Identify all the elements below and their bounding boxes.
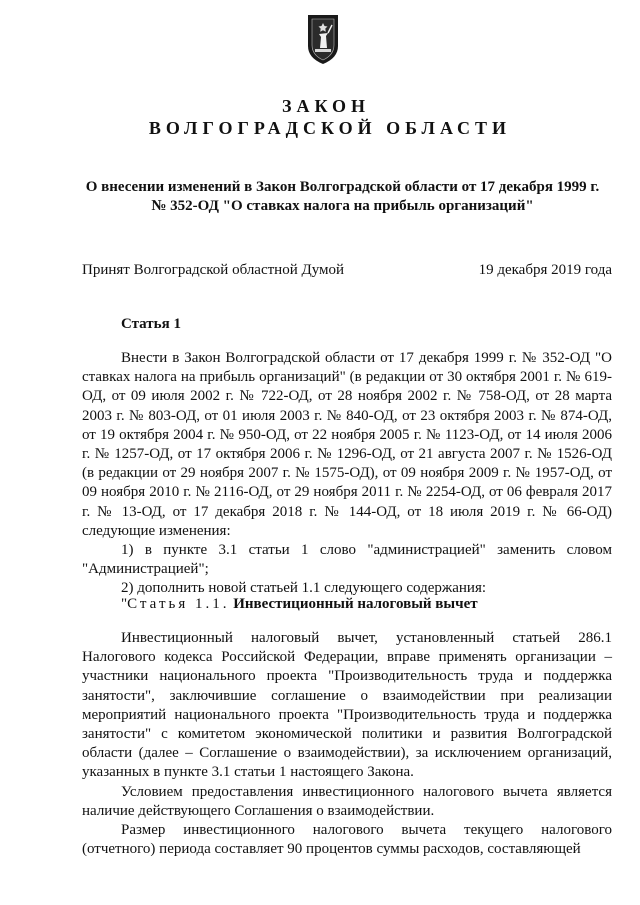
new-article-paragraph-1: Инвестиционный налоговый вычет, установленный статьей 286.1 Налогового кодекса Российской Федерации, вправе применять организации – участники национального проекта "Производительность труда и поддержка занятости", заключившие соглашение о взаимодействии при реализации мероприятий национального проекта "Производительность труда и поддержка занятости" с комитетом экономической политики и развития Волгоградской области (далее – Соглашение о взаимодействии), за исключением организаций, указанных в пункте 3.1 статьи 1 настоящего Закона. bbox=[82, 630, 612, 781]
law-subject-line2: № 352-ОД "О ставках налога на прибыль организаций" bbox=[151, 198, 534, 214]
volgograd-coat-of-arms-icon bbox=[305, 12, 341, 66]
law-subject bbox=[70, 178, 615, 216]
article-1-intro: Внести в Закон Волгоградской области от 17 декабря 1999 г. № 352-ОД "О ставках налога на прибыль организаций" (в редакции от 30 октября 2001 г. № 619-ОД, от 09 июля 2002 г. № 722-ОД, от 28 ноября 2002 г. № 758-ОД, от 28 марта 2003 г. № 803-ОД, от 01 июля 2003 г. № 840-ОД, от 23 октября 2003 г. № 874-ОД, от 19 октября 2004 г. № 950-ОД, от 22 ноября 2005 г. № 1123-ОД, от 14 июля 2006 г. № 1257-ОД, от 17 октября 2006 г. № 1296-ОД, от 21 августа 2007 г. № 1526-ОД (в редакции от 29 ноября 2007 г. № 1575-ОД), от 09 ноября 2009 г. № 1957-ОД, от 09 ноября 2010 г. № 2116-ОД, от 29 ноября 2011 г. № 2254-ОД, от 06 февраля 2017 г. № 13-ОД, от 17 декабря 2018 г. № 144-ОД, от 18 июля 2019 г. № 66-ОД) следующие изменения: bbox=[82, 350, 612, 539]
new-article-label: Статья 1.1. bbox=[127, 596, 230, 612]
new-article-body bbox=[82, 629, 612, 859]
amendment-item-1: 1) в пункте 3.1 статьи 1 слово "администрацией" заменить словом "Администрацией"; bbox=[82, 542, 612, 578]
document-type-title: ЗАКОН bbox=[281, 96, 371, 116]
new-article-quote: " bbox=[121, 596, 128, 612]
new-article-title: Инвестиционный налоговый вычет bbox=[233, 596, 478, 612]
amendment-item-2: 2) дополнить новой статьей 1.1 следующего содержания: bbox=[121, 580, 487, 597]
article-1-body bbox=[82, 349, 612, 599]
region-title: ВОЛГОГРАДСКОЙ ОБЛАСТИ bbox=[148, 118, 512, 138]
article-1-heading: Статья 1 bbox=[121, 316, 181, 332]
new-article-heading bbox=[121, 596, 478, 613]
adoption-date: 19 декабря 2019 года bbox=[478, 262, 612, 278]
new-article-paragraph-3: Размер инвестиционного налогового вычета текущего налогового (отчетного) периода составляет 90 процентов суммы расходов, составляющей bbox=[82, 822, 612, 858]
adoption-row bbox=[82, 262, 612, 279]
adopted-by: Принят Волгоградской областной Думой bbox=[82, 262, 345, 278]
new-article-paragraph-2: Условием предоставления инвестиционного налогового вычета является наличие действующего Соглашения о взаимодействии. bbox=[82, 783, 612, 819]
law-subject-line1: О внесении изменений в Закон Волгоградской области от 17 декабря 1999 г. bbox=[85, 179, 600, 195]
